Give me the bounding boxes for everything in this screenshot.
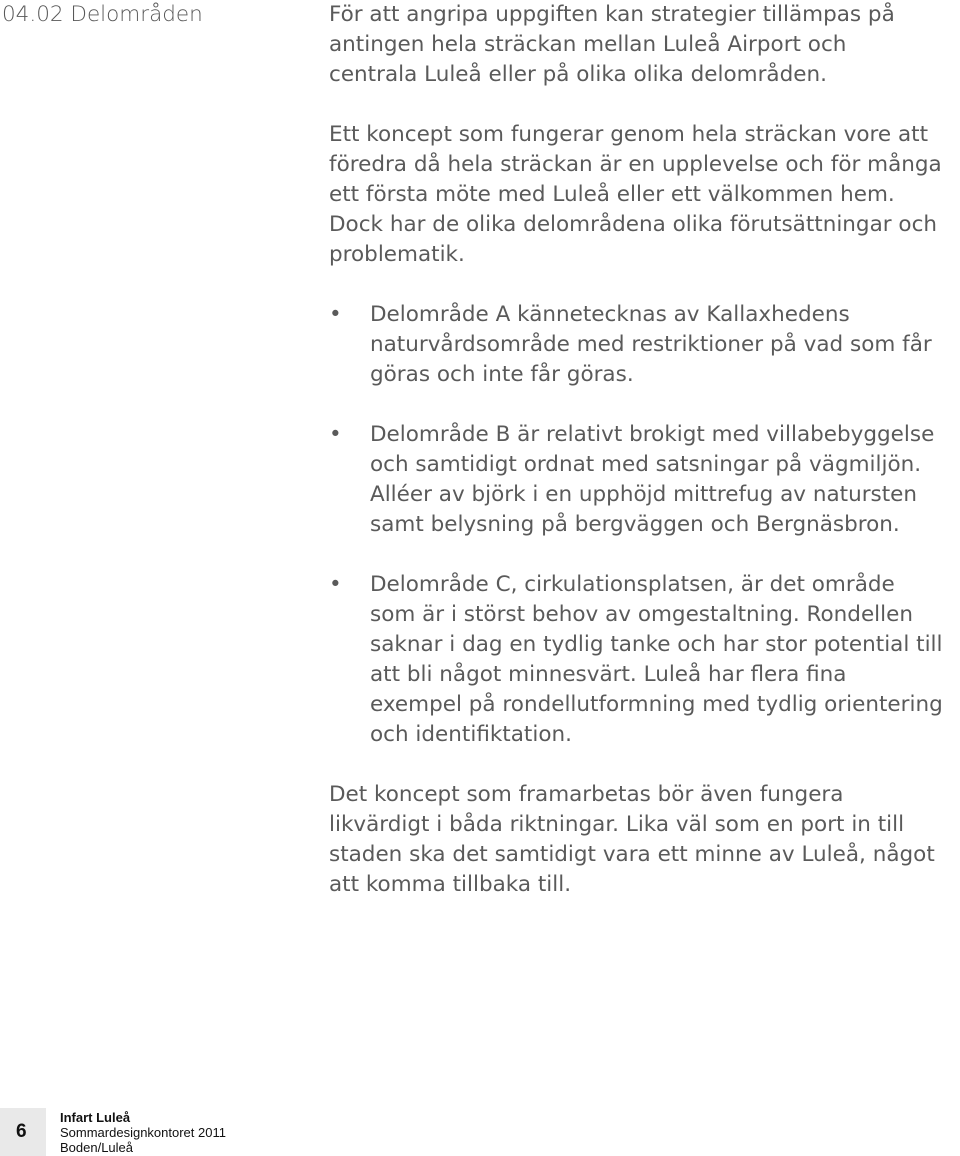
text-line: staden ska det samtidigt vara ett minne av Luleå, något xyxy=(329,842,935,867)
text-line: Delområde C, cirkulationsplatsen, är det område xyxy=(370,572,895,597)
text-line: antingen hela sträckan mellan Luleå Airport och xyxy=(329,32,847,57)
footer-location: Boden/Luleå xyxy=(60,1140,134,1155)
body-content xyxy=(329,0,959,900)
text-line: göras och inte får göras. xyxy=(370,362,634,387)
section-heading: 04.02 Delområden xyxy=(2,2,203,27)
text-line: saknar i dag en tydlig tanke och har stor potential till xyxy=(370,632,943,657)
text-line: som är i störst behov av omgestaltning. Rondellen xyxy=(370,602,913,627)
text-line: Delområde A kännetecknas av Kallaxhedens xyxy=(370,302,850,327)
footer-colophon xyxy=(60,1110,226,1155)
footer-subtitle: Sommardesignkontoret 2011 xyxy=(60,1125,226,1140)
bullet-spacer xyxy=(329,390,959,420)
bullet-icon: • xyxy=(329,302,342,327)
text-line: att komma tillbaka till. xyxy=(329,872,572,897)
page-number: 6 xyxy=(16,1121,27,1142)
bullet-item-delomrade-b xyxy=(329,420,959,540)
text-line: och samtidigt ordnat med satsningar på vägmiljön. xyxy=(370,452,922,477)
text-line: problematik. xyxy=(329,242,465,267)
text-line: likvärdigt i båda riktningar. Lika väl som en port in till xyxy=(329,812,905,837)
text-line: Alléer av björk i en upphöjd mittrefug av natursten xyxy=(370,482,918,507)
text-line: exempel på rondellutformning med tydlig orientering xyxy=(370,692,943,717)
text-line: att bli något minnesvärt. Luleå har flera fina xyxy=(370,662,847,687)
text-line: naturvårdsområde med restriktioner på vad som får xyxy=(370,332,932,357)
concept-paragraph xyxy=(329,120,959,270)
text-line: Delområde B är relativt brokigt med villabebyggelse xyxy=(370,422,935,447)
text-line: Dock har de olika delområdena olika förutsättningar och xyxy=(329,212,938,237)
bullet-list xyxy=(329,300,959,750)
text-line: samt belysning på bergväggen och Bergnäsbron. xyxy=(370,512,900,537)
paragraph-spacer xyxy=(329,270,959,300)
text-line: och identifiktation. xyxy=(370,722,572,747)
footer-title: Infart Luleå xyxy=(60,1110,131,1125)
text-line: centrala Luleå eller på olika olika delområden. xyxy=(329,62,827,87)
text-line: För att angripa uppgiften kan strategier tillämpas på xyxy=(329,2,895,27)
paragraph-spacer xyxy=(329,750,959,780)
text-line: ett första möte med Luleå eller ett välkommen hem. xyxy=(329,182,895,207)
text-line: Ett koncept som fungerar genom hela sträckan vore att xyxy=(329,122,929,147)
bullet-item-delomrade-c xyxy=(329,570,959,750)
bullet-icon: • xyxy=(329,422,342,447)
text-line: föredra då hela sträckan är en upplevelse och för många xyxy=(329,152,942,177)
text-line: Det koncept som framarbetas bör även fungera xyxy=(329,782,844,807)
page-number-box xyxy=(0,1108,46,1156)
bullet-item-delomrade-a xyxy=(329,300,959,390)
bullet-icon: • xyxy=(329,572,342,597)
intro-paragraph xyxy=(329,0,959,90)
page-footer xyxy=(0,1108,300,1156)
paragraph-spacer xyxy=(329,90,959,120)
bullet-spacer xyxy=(329,540,959,570)
closing-paragraph xyxy=(329,780,959,900)
